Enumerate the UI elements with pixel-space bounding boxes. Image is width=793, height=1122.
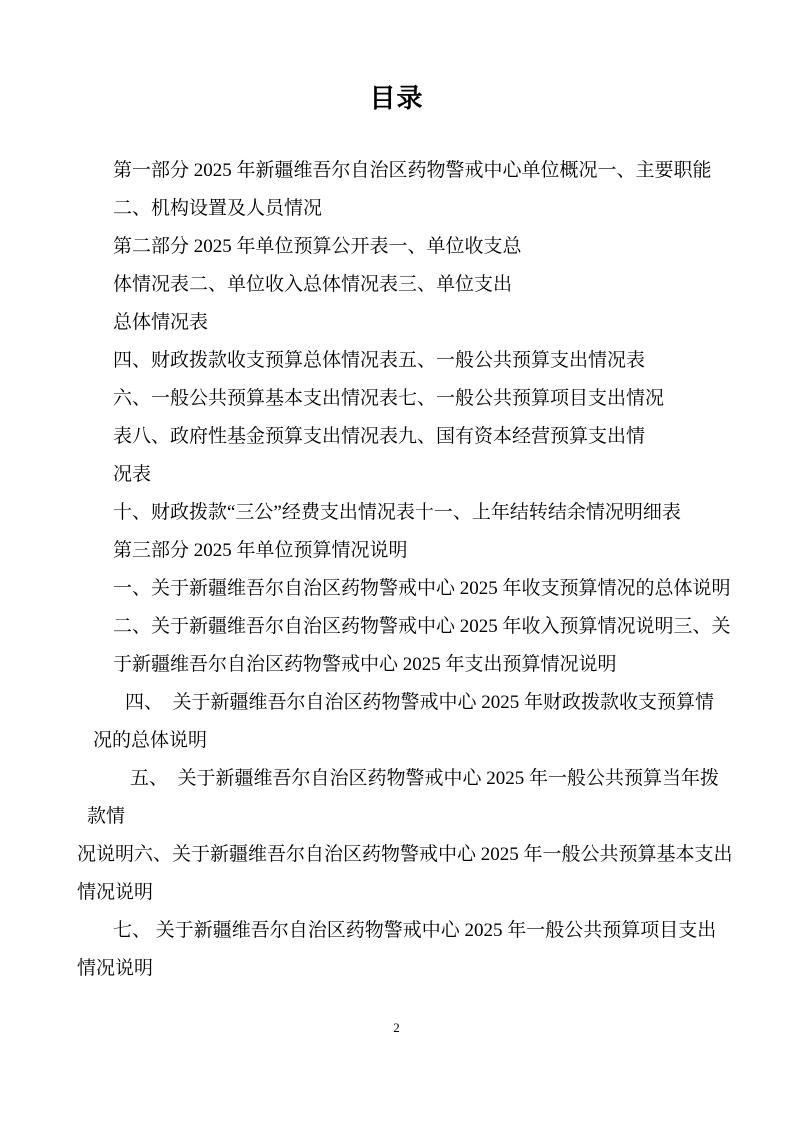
toc-line: 四、财政拨款收支预算总体情况表五、一般公共预算支出情况表 [113, 350, 646, 371]
toc-line: 四、 关于新疆维吾尔自治区药物警戒中心 2025 年财政拨款收支预算情 [125, 692, 715, 713]
toc-line: 二、机构设置及人员情况 [113, 198, 323, 219]
toc-line: 情况说明 [77, 958, 154, 979]
toc-line: 况说明六、关于新疆维吾尔自治区药物警戒中心 2025 年一般公共预算基本支出 [77, 844, 733, 865]
toc-line: 总体情况表 [113, 312, 209, 333]
toc-line: 于新疆维吾尔自治区药物警戒中心 2025 年支出预算情况说明 [113, 654, 617, 675]
toc-line: 况表 [113, 464, 152, 485]
toc-line: 体情况表二、单位收入总体情况表三、单位支出 [113, 274, 513, 295]
toc-line: 七、 关于新疆维吾尔自治区药物警戒中心 2025 年一般公共预算项目支出 [113, 920, 717, 941]
toc-line: 第一部分 2025 年新疆维吾尔自治区药物警戒中心单位概况一、主要职能 [113, 160, 712, 181]
page-number: 2 [393, 1020, 400, 1035]
toc-line: 一、关于新疆维吾尔自治区药物警戒中心 2025 年收支预算情况的总体说明 [113, 578, 731, 599]
toc-line: 表八、政府性基金预算支出情况表九、国有资本经营预算支出情 [113, 426, 646, 447]
toc-line: 情况说明 [77, 882, 154, 903]
page-title: 目录 [369, 84, 424, 113]
toc-line: 十、财政拨款“三公”经费支出情况表十一、上年结转结余情况明细表 [113, 502, 681, 523]
toc-line: 五、 关于新疆维吾尔自治区药物警戒中心 2025 年一般公共预算当年拨 [130, 768, 720, 789]
toc-line: 第二部分 2025 年单位预算公开表一、单位收支总 [113, 236, 522, 257]
toc-line: 款情 [87, 806, 126, 827]
toc-line: 二、关于新疆维吾尔自治区药物警戒中心 2025 年收入预算情况说明三、关 [113, 616, 731, 637]
toc-line: 第三部分 2025 年单位预算情况说明 [113, 540, 408, 561]
toc-line: 况的总体说明 [93, 730, 208, 751]
toc-line: 六、一般公共预算基本支出情况表七、一般公共预算项目支出情况 [113, 388, 665, 409]
table-of-contents [0, 152, 793, 988]
